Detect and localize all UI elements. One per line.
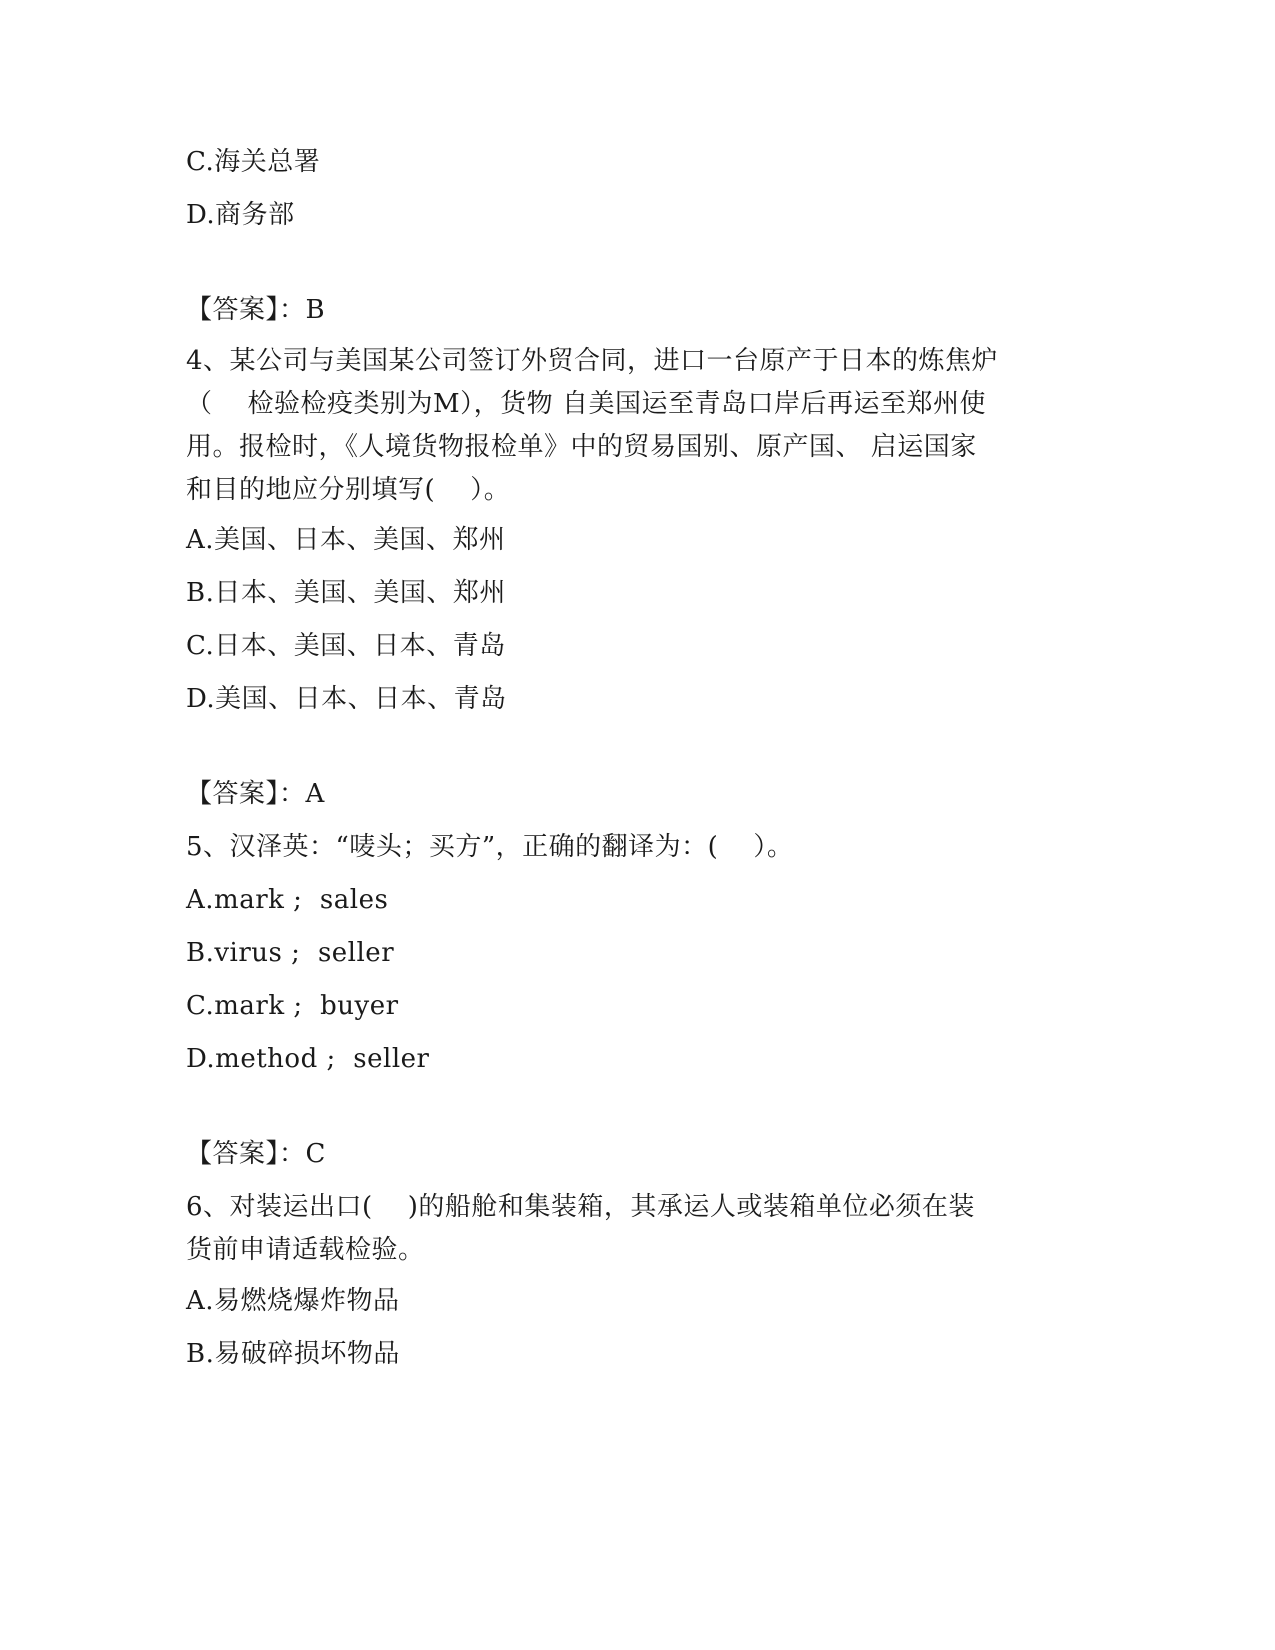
q5-option-b: B.virus ; seller: [186, 938, 395, 968]
q4-option-a: A.美国、日本、美国、郑州: [186, 525, 506, 555]
q5-option-d: D.method ; seller: [186, 1044, 430, 1074]
q3-answer: 【答案】：B: [186, 295, 326, 325]
q6-stem-line: 货前申请适载检验。: [186, 1235, 425, 1265]
q4-option-b: B.日本、美国、美国、郑州: [186, 578, 506, 608]
q4-option-c: C.日本、美国、日本、青岛: [186, 631, 506, 661]
q4-stem-line: 和目的地应分别填写( ）。: [186, 475, 511, 505]
q3-option-d: D.商务部: [186, 200, 295, 230]
q4-stem-line: （ 检验检疫类别为M），货物 自美国运至青岛口岸后再运至郑州使: [186, 389, 986, 419]
q4-stem: [186, 340, 1086, 512]
q4-stem-line: 用。报检时，《人境货物报检单》中的贸易国别、原产国、 启运国家: [186, 432, 977, 462]
q4-option-d: D.美国、日本、日本、青岛: [186, 684, 507, 714]
q6-option-a: A.易燃烧爆炸物品: [186, 1286, 400, 1316]
q5-answer: 【答案】：C: [186, 1139, 326, 1169]
q5-option-c: C.mark ; buyer: [186, 991, 399, 1021]
q3-option-c: C.海关总署: [186, 147, 321, 177]
q6-stem: [186, 1186, 1086, 1272]
q5-option-a: A.mark ; sales: [186, 885, 389, 915]
q4-answer: 【答案】：A: [186, 779, 325, 809]
q4-stem-line: 4、某公司与美国某公司签订外贸合同，进口一台原产于日本的炼焦炉: [186, 346, 999, 376]
q6-stem-line: 6、对装运出口( )的船舱和集装箱，其承运人或装箱单位必须在装: [186, 1192, 975, 1222]
q5-stem: 5、汉泽英：“唛头；买方”，正确的翻译为：( ）。: [186, 832, 794, 862]
q6-option-b: B.易破碎损坏物品: [186, 1339, 400, 1369]
